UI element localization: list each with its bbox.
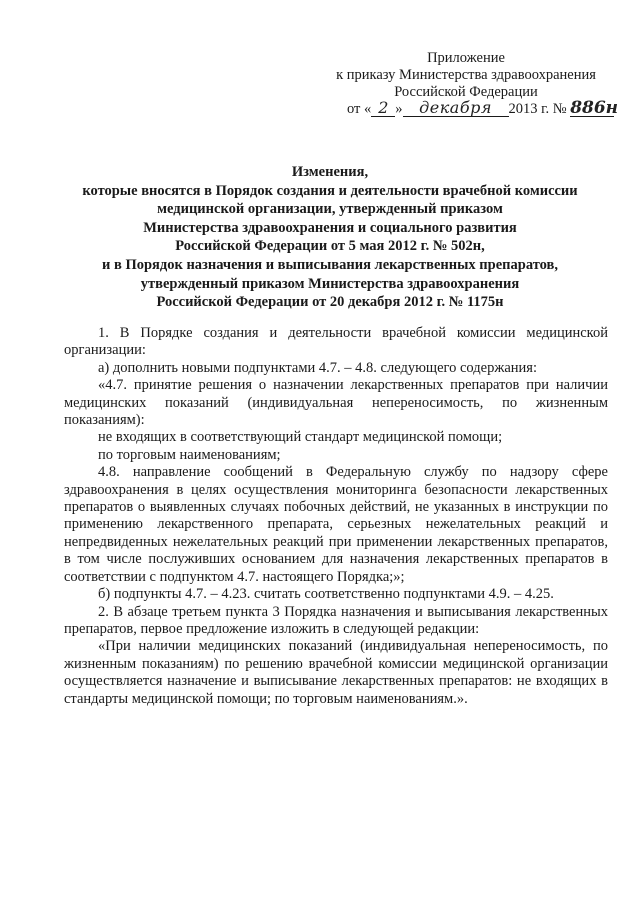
- paragraph-1a: а) дополнить новыми подпунктами 4.7. – 4.8. следующего содержания:: [98, 359, 537, 376]
- title-line: Российской Федерации от 5 мая 2012 г. № 502н,: [175, 238, 485, 255]
- appendix-label: Приложение: [427, 50, 505, 66]
- order-date-line: [347, 98, 619, 118]
- paragraph-4-7: «4.7. принятие решения о назначении лекарственных препаратов при наличии медицинских показаний (индивидуальная непереносимость, по жизненным показаниям):: [64, 377, 608, 429]
- handwritten-order-number: 886н: [570, 98, 619, 118]
- title-line: Министерства здравоохранения и социального развития: [143, 219, 517, 236]
- paragraph-not-in-standard: не входящих в соответствующий стандарт медицинской помощи;: [98, 429, 503, 446]
- paragraph-trade-names: по торговым наименованиям;: [98, 446, 281, 463]
- federation-line: Российской Федерации: [394, 84, 538, 100]
- title-line: которые вносятся в Порядок создания и деятельности врачебной комиссии: [82, 182, 578, 199]
- document-body: [64, 325, 608, 708]
- title-line: Российской Федерации от 20 декабря 2012 г. № 1175н: [156, 294, 504, 311]
- title-line: Изменения,: [291, 164, 369, 180]
- handwritten-month: декабря: [403, 100, 509, 117]
- date-quote-close: »: [395, 101, 403, 117]
- title-line: утвержденный приказом Министерства здравоохранения: [140, 275, 520, 292]
- title-line: и в Порядок назначения и выписывания лекарственных препаратов,: [102, 256, 558, 273]
- paragraph-new-wording: «При наличии медицинских показаний (индивидуальная непереносимость, по жизненным показаниям) по решению врачебной комиссии медицинской организации осуществляется назначение и выписывание лекарственных препаратов: не входящих в стандарты медицинской помощи; по торговым наименованиям.».: [64, 638, 608, 707]
- paragraph-4-8: 4.8. направление сообщений в Федеральную службу по надзору сфере здравоохранения в целях осуществления мониторинга безопасности лекарственных препаратов о выявленных случаях побочных действий, не указанных в инструкции по применению лекарственного препарата, серьезных нежелательных реакций и непредвиденных нежелательных реакций при применении лекарственных препаратов, в том числе послуживших основанием для назначения лекарственных препаратов в соответствии с подпунктом 4.7. настоящего Порядка;»;: [64, 464, 608, 585]
- order-line: к приказу Министерства здравоохранения: [336, 67, 596, 83]
- appendix-block: [320, 50, 612, 101]
- paragraph-1b: б) подпункты 4.7. – 4.23. считать соответственно подпунктами 4.9. – 4.25.: [98, 586, 554, 603]
- date-year: 2013 г. №: [508, 101, 567, 117]
- handwritten-day: 2: [371, 100, 395, 117]
- paragraph-2: 2. В абзаце третьем пункта 3 Порядка назначения и выписывания лекарственных препаратов, первое предложение изложить в следующей редакции:: [64, 603, 608, 637]
- document-title: [60, 163, 600, 312]
- paragraph-1: 1. В Порядке создания и деятельности врачебной комиссии медицинской организации:: [64, 325, 608, 359]
- title-line: медицинской организации, утвержденный приказом: [157, 201, 503, 218]
- date-prefix: от «: [347, 101, 372, 117]
